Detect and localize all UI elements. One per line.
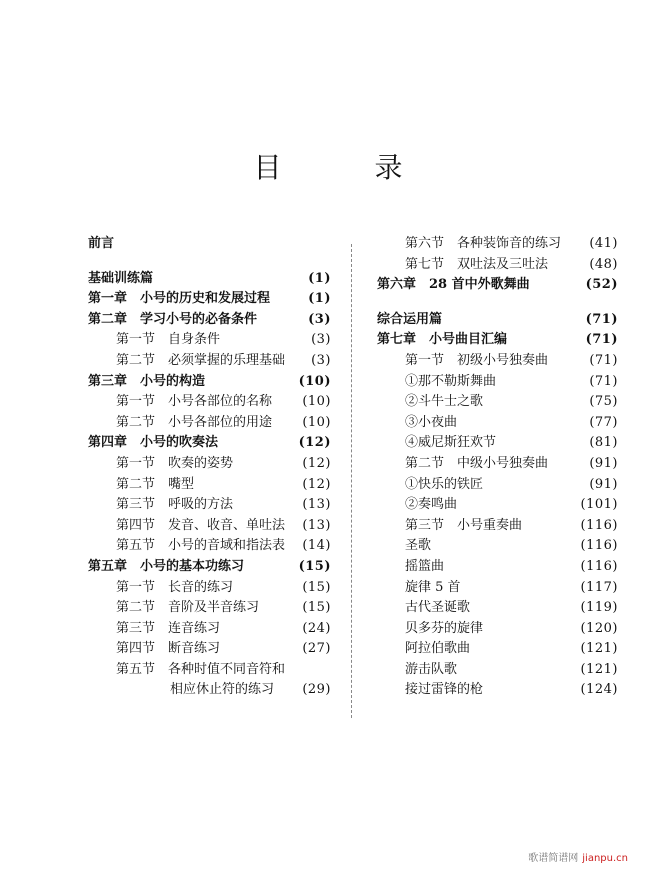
toc-entry-page: (117) [580, 579, 618, 595]
toc-entry[interactable] [377, 495, 618, 516]
toc-entry[interactable] [88, 234, 331, 255]
toc-entry[interactable] [88, 536, 331, 557]
toc-entry-page: (1) [308, 270, 331, 286]
toc-entry[interactable] [377, 433, 618, 454]
toc-entry[interactable] [88, 495, 331, 516]
toc-entry-page: (91) [589, 476, 618, 492]
toc-gap [88, 255, 331, 269]
toc-entry-title: ③小夜曲 [405, 414, 458, 430]
toc-entry-title: 第一节 自身条件 [116, 332, 221, 348]
toc-entry-page: (71) [589, 352, 618, 368]
toc-entry[interactable] [88, 619, 331, 640]
toc-entry-page: (71) [589, 373, 618, 389]
toc-entry-page: (1) [308, 291, 331, 307]
toc-entry-page: (71) [585, 332, 618, 348]
toc-entry-title: 接过雷锋的枪 [405, 682, 484, 698]
toc-entry-page: (27) [302, 641, 331, 657]
toc-entry-title: ①快乐的铁匠 [405, 476, 484, 492]
toc-entry-title: 古代圣诞歌 [405, 600, 471, 616]
toc-entry[interactable] [377, 598, 618, 619]
toc-entry-title: 第三章 小号的构造 [88, 373, 206, 389]
toc-entry[interactable] [88, 372, 331, 393]
toc-entry-page: (124) [580, 682, 618, 698]
toc-entry-page: (121) [580, 641, 618, 657]
toc-gap [377, 296, 618, 310]
toc-entry-page: (12) [302, 476, 331, 492]
toc-entry-page: (71) [585, 311, 618, 327]
toc-entry-page: (101) [580, 497, 618, 513]
toc-entry-page: (121) [580, 661, 618, 677]
toc-entry-title: 第一章 小号的历史和发展过程 [88, 291, 271, 307]
toc-entry[interactable] [88, 639, 331, 660]
toc-entry[interactable] [377, 639, 618, 660]
toc-entry[interactable] [88, 269, 331, 290]
toc-entry-title: 第二章 学习小号的必备条件 [88, 311, 258, 327]
toc-entry-title: 第一节 初级小号独奏曲 [405, 352, 549, 368]
toc-entry[interactable] [88, 433, 331, 454]
toc-entry-title: 第四节 发音、收音、单吐法 [116, 517, 286, 533]
toc-entry-page: (116) [580, 538, 618, 554]
toc-entry-title: 第三节 小号重奏曲 [405, 517, 523, 533]
toc-entry-title: 游击队歌 [405, 661, 458, 677]
toc-entry[interactable] [88, 598, 331, 619]
toc-entry[interactable] [377, 372, 618, 393]
toc-entry-page: (3) [311, 332, 331, 348]
toc-entry[interactable] [377, 557, 618, 578]
toc-entry[interactable] [377, 413, 618, 434]
toc-entry-page: (13) [302, 517, 331, 533]
toc-entry[interactable] [377, 680, 618, 701]
toc-entry-title: 第七章 小号曲目汇编 [377, 332, 508, 348]
toc-entry[interactable] [88, 310, 331, 331]
toc-entry-title: 第三节 连音练习 [116, 620, 221, 636]
toc-entry-title: 第四章 小号的吹奏法 [88, 435, 219, 451]
toc-entry-page: (29) [302, 682, 331, 698]
toc-entry-page: (77) [589, 414, 618, 430]
toc-entry-page: (41) [589, 236, 618, 251]
toc-entry[interactable] [377, 475, 618, 496]
toc-entry-page: (91) [589, 455, 618, 471]
toc-entry[interactable] [88, 454, 331, 475]
toc-entry-title: 第五节 小号的音域和指法表 [116, 538, 286, 554]
toc-entry[interactable] [88, 413, 331, 434]
toc-entry[interactable] [377, 516, 618, 537]
toc-entry[interactable] [88, 475, 331, 496]
toc-entry[interactable] [377, 392, 618, 413]
toc-entry[interactable] [377, 234, 618, 255]
toc-entry-title: ②奏鸣曲 [405, 497, 458, 513]
toc-entry-title: 第六章 28 首中外歌舞曲 [377, 277, 530, 293]
toc-entry-title: 阿拉伯歌曲 [405, 641, 471, 657]
toc-entry[interactable] [88, 660, 331, 681]
toc-entry-page: (81) [589, 435, 618, 451]
toc-entry-page: (24) [302, 620, 331, 636]
toc-entry-title: ②斗牛士之歌 [405, 394, 484, 410]
toc-entry[interactable] [88, 516, 331, 537]
toc-entry-title: 第一节 小号各部位的名称 [116, 394, 273, 410]
toc-entry-page: (13) [302, 497, 331, 513]
toc-entry-title: 相应休止符的练习 [170, 682, 275, 698]
toc-entry-title: ①那不勒斯舞曲 [405, 373, 497, 389]
toc-entry[interactable] [88, 578, 331, 599]
toc-entry-title: 第二节 音阶及半音练习 [116, 600, 260, 616]
toc-entry-title: 第七节 双吐法及三吐法 [405, 256, 549, 272]
toc-entry-title: 第二节 小号各部位的用途 [116, 414, 273, 430]
watermark [528, 849, 628, 864]
toc-entry[interactable] [377, 536, 618, 557]
toc-entry-title: 综合运用篇 [377, 311, 443, 327]
toc-entry-page: (116) [580, 517, 618, 533]
toc-entry-page: (15) [302, 579, 331, 595]
toc-entry-title: 前言 [88, 236, 115, 251]
toc-entry-title: 第六节 各种装饰音的练习 [405, 236, 562, 251]
toc-entry-title: ④威尼斯狂欢节 [405, 435, 497, 451]
toc-entry[interactable] [377, 351, 618, 372]
toc-entry-page: (14) [302, 538, 331, 554]
toc-entry-page: (52) [585, 277, 618, 293]
toc-entry[interactable] [88, 330, 331, 351]
toc-entry-title: 第四节 断音练习 [116, 641, 221, 657]
watermark-cn: 歌谱简谱网 [528, 853, 579, 864]
toc-entry-page: (3) [308, 311, 331, 327]
toc-entry[interactable] [88, 680, 331, 701]
toc-entry-title: 圣歌 [405, 538, 432, 554]
toc-entry-page: (10) [302, 394, 331, 410]
toc-left-column [88, 234, 331, 701]
toc-entry-title: 贝多芬的旋律 [405, 620, 484, 636]
toc-entry-title: 摇篮曲 [405, 558, 445, 574]
toc-entry-title: 第二节 嘴型 [116, 476, 195, 492]
toc-entry-title: 第五章 小号的基本功练习 [88, 558, 245, 574]
toc-entry-title: 第二节 必须掌握的乐理基础 [116, 352, 286, 368]
toc-entry[interactable] [377, 619, 618, 640]
column-divider [351, 244, 352, 718]
toc-entry[interactable] [377, 275, 618, 296]
toc-entry-title: 第一节 吹奏的姿势 [116, 455, 234, 471]
toc-entry[interactable] [377, 660, 618, 681]
toc-entry-title: 第二节 中级小号独奏曲 [405, 455, 549, 471]
toc-entry[interactable] [377, 310, 618, 331]
toc-entry-title: 第一节 长音的练习 [116, 579, 234, 595]
toc-entry[interactable] [377, 330, 618, 351]
toc-right-column [377, 234, 618, 701]
toc-entry-page: (3) [311, 352, 331, 368]
toc-entry-title: 第三节 呼吸的方法 [116, 497, 234, 513]
toc-entry-page: (12) [302, 455, 331, 471]
toc-entry-page: (48) [589, 256, 618, 272]
toc-entry-page: (15) [302, 600, 331, 616]
toc-entry-title: 基础训练篇 [88, 270, 154, 286]
toc-entry-page: (12) [298, 435, 331, 451]
toc-entry[interactable] [377, 454, 618, 475]
toc-entry[interactable] [88, 289, 331, 310]
toc-entry-page: (15) [298, 558, 331, 574]
toc-entry[interactable] [377, 578, 618, 599]
toc-entry-page: (75) [589, 394, 618, 410]
watermark-en: jianpu.cn [582, 853, 628, 864]
toc-entry-title: 第五节 各种时值不同音符和 [116, 661, 286, 677]
toc-entry-page: (116) [580, 558, 618, 574]
toc-entry-page: (119) [580, 600, 618, 616]
toc-entry[interactable] [88, 351, 331, 372]
toc-entry[interactable] [377, 255, 618, 276]
toc-entry-page: (10) [302, 414, 331, 430]
toc-entry[interactable] [88, 392, 331, 413]
toc-entry-title: 旋律 5 首 [405, 579, 461, 595]
toc-entry-page: (120) [580, 620, 618, 636]
toc-entry[interactable] [88, 557, 331, 578]
page-title: 目 录 [253, 151, 445, 184]
toc-entry-page: (10) [298, 373, 331, 389]
